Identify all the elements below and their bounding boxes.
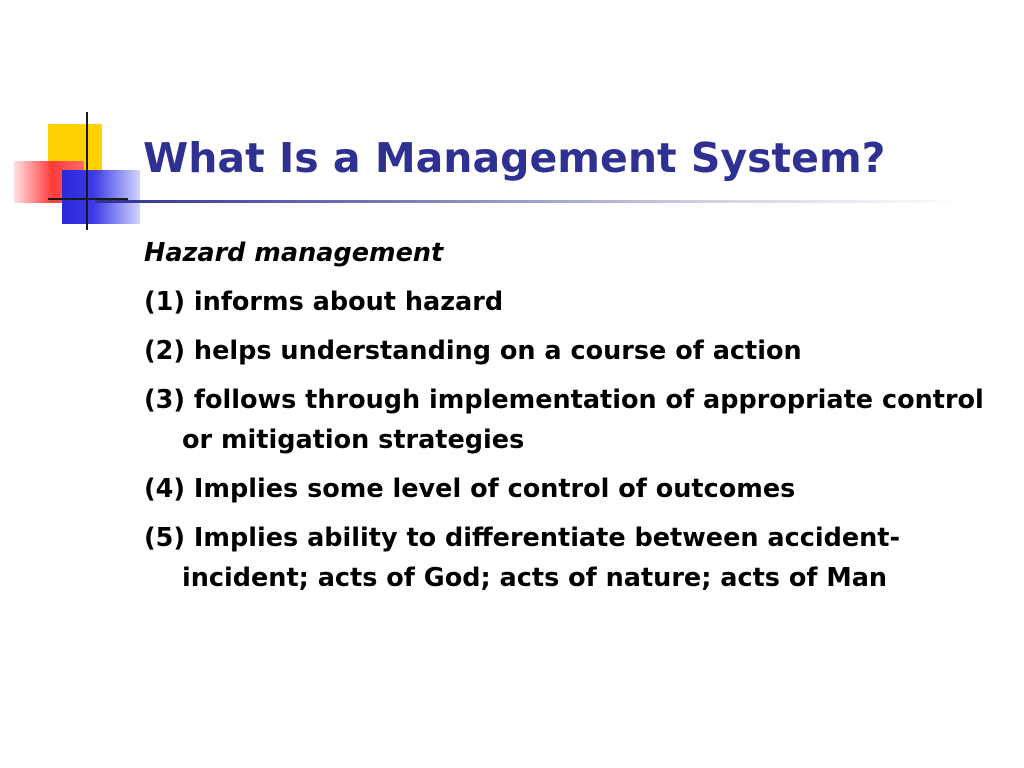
vertical-line-decoration: [86, 112, 88, 230]
subheading: Hazard management: [144, 238, 444, 268]
list-item: (1) informs about hazard: [144, 287, 504, 317]
list-item: (3) follows through implementation of appropriate control or mitigation strategies: [144, 385, 984, 455]
list-item: (4) Implies some level of control of outcomes: [144, 474, 796, 504]
list-item: (5) Implies ability to differentiate between accident-incident; acts of God; acts of nature; acts of Man: [144, 523, 901, 593]
list-item: (2) helps understanding on a course of action: [144, 336, 802, 366]
decorative-logo: [0, 0, 150, 240]
blue-square-decoration: [62, 170, 140, 224]
slide-body: [144, 233, 994, 607]
slide-title: What Is a Management System?: [143, 134, 886, 182]
title-underline: [95, 200, 965, 203]
